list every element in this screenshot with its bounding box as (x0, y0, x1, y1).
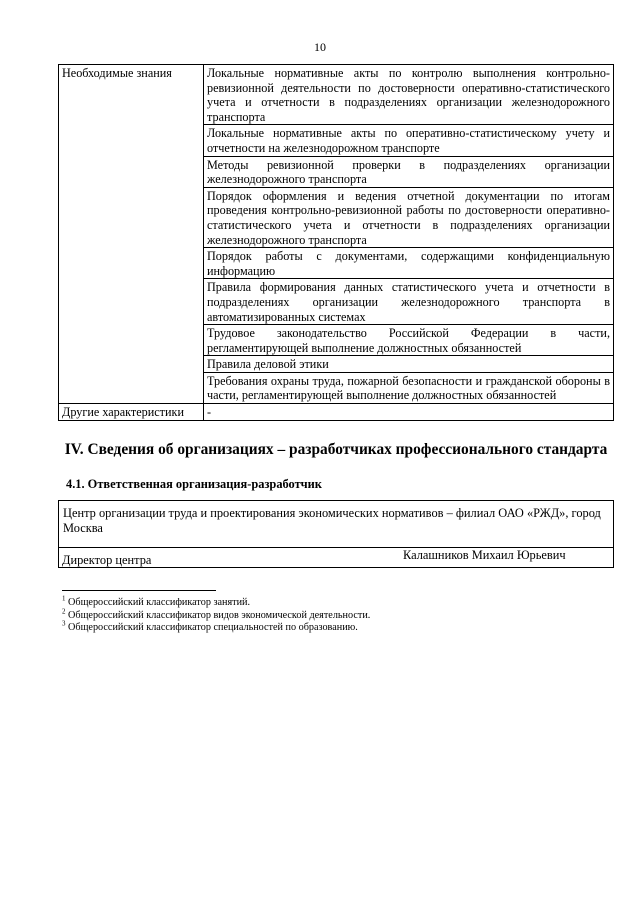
knowledge-item: Правила деловой этики (204, 356, 614, 373)
knowledge-item: Методы ревизионной проверки в подразделениях организации железнодорожного транспорта (204, 156, 614, 187)
table-row (59, 65, 614, 125)
knowledge-item: Трудовое законодательство Российской Федерации в части, регламентирующей выполнение должностных обязанностей (204, 325, 614, 356)
knowledge-item: Локальные нормативные акты по оперативно-статистическому учету и отчетности на железнодорожном транспорте (204, 125, 614, 156)
footnote-text: Общероссийский классификатор видов экономической деятельности. (68, 609, 371, 621)
footnote-text: Общероссийский классификатор специальностей по образованию. (68, 622, 358, 634)
knowledge-item: Правила формирования данных статистического учета и отчетности в подразделениях организации железнодорожного транспорта в автоматизированных системах (204, 279, 614, 325)
footnote (62, 594, 370, 610)
footnote-mark: 2 (62, 607, 66, 616)
subsection-title: 4.1. Ответственная организация-разработчик (66, 477, 322, 491)
table-row (59, 404, 614, 421)
footnote-rule (62, 590, 216, 591)
row-label: Другие характеристики (59, 404, 204, 421)
footnote-text: Общероссийский классификатор занятий. (68, 597, 251, 608)
footnote (62, 619, 370, 635)
director-name: Калашников Михаил Юрьевич (403, 548, 566, 562)
footnote-mark: 3 (62, 619, 66, 628)
knowledge-item: Локальные нормативные акты по контролю выполнения контрольно-ревизионной деятельности по достоверности оперативно-статистического учета и отчетности в подразделениях организации железнодорожного транспорта (204, 65, 614, 125)
other-characteristics-value: - (204, 404, 614, 421)
knowledge-item: Требования охраны труда, пожарной безопасности и гражданской обороны в части, регламентирующей выполнение должностных обязанностей (204, 372, 614, 403)
knowledge-item: Порядок оформления и ведения отчетной документации по итогам проведения контрольно-ревизионной работы по достоверности оперативно-статистического учета и отчетности в подразделениях организации железнодорожного транспорта (204, 187, 614, 247)
footnote-mark: 1 (62, 594, 66, 603)
footnote (62, 607, 371, 623)
page-number: 10 (314, 40, 326, 54)
director-title: Директор центра (62, 553, 152, 567)
section-title: IV. Сведения об организациях – разработчиках профессионального стандарта (64, 441, 608, 458)
row-label: Необходимые знания (59, 65, 204, 404)
knowledge-requirements-table (58, 64, 614, 421)
footnotes (62, 594, 371, 635)
organization-name: Центр организации труда и проектирования экономических нормативов – филиал ОАО «РЖД», город Москва (63, 506, 601, 535)
knowledge-item: Порядок работы с документами, содержащими конфиденциальную информацию (204, 248, 614, 279)
